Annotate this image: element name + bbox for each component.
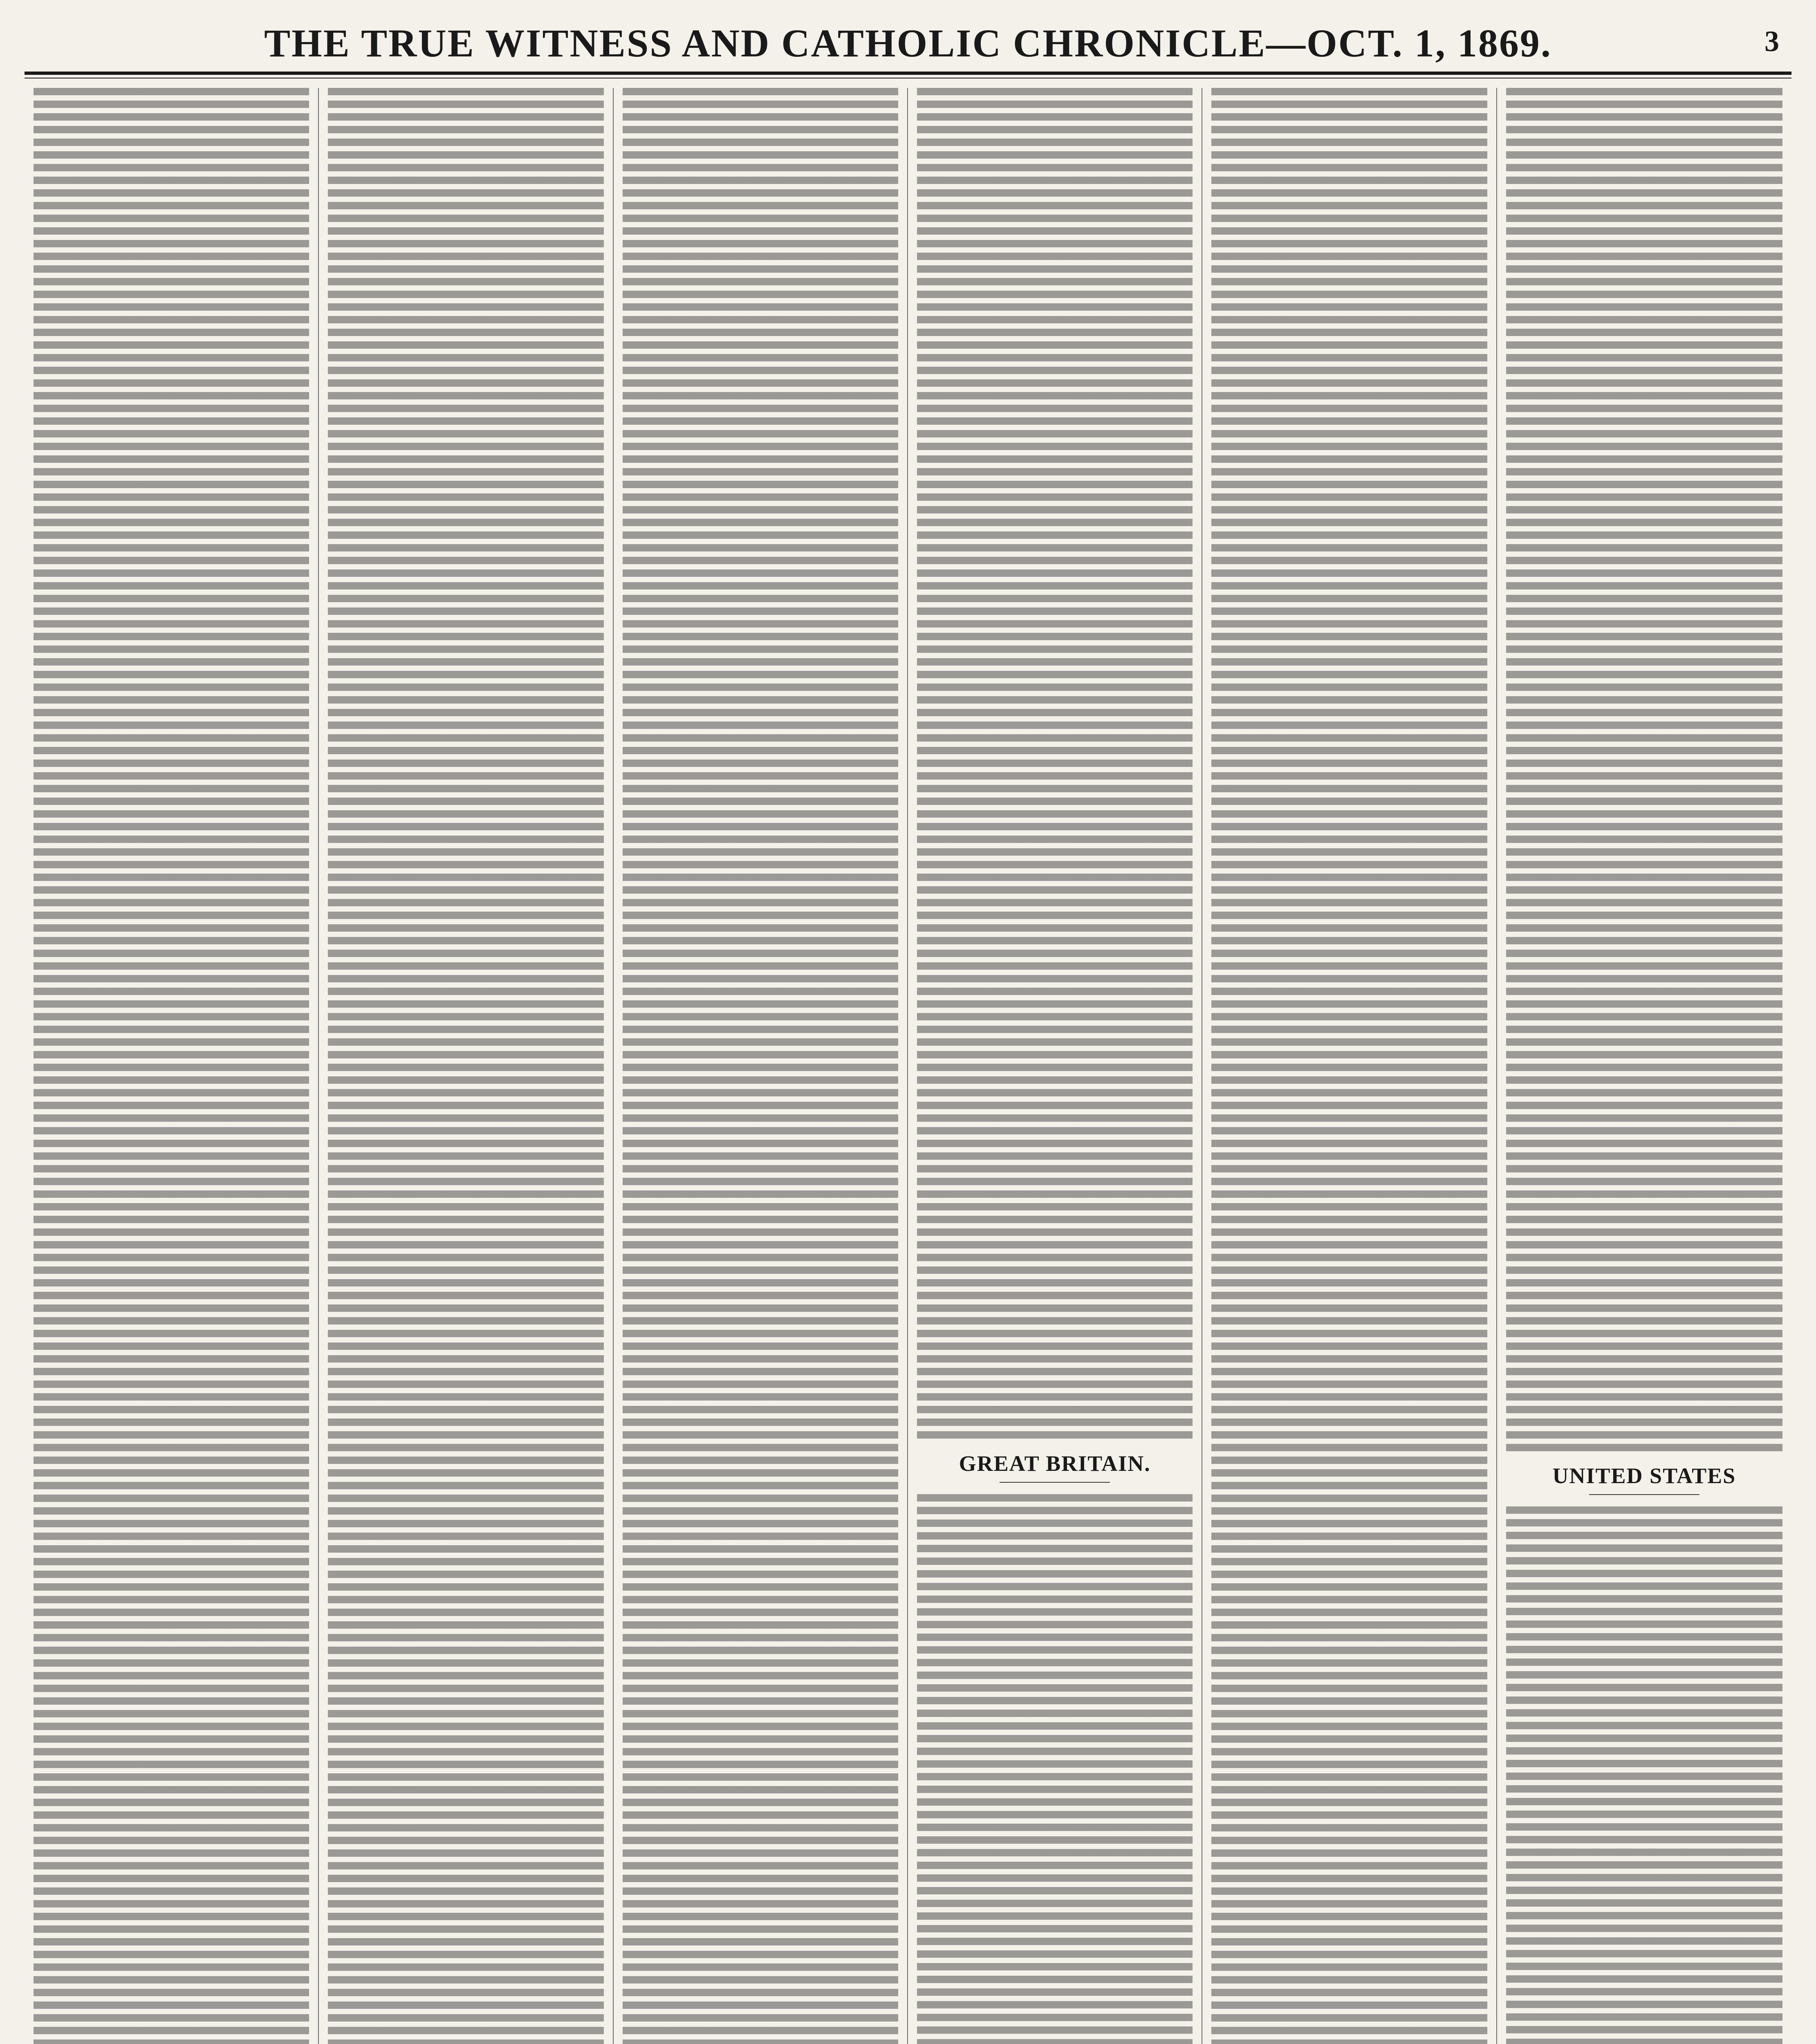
- column-5: [1202, 88, 1497, 2044]
- heading-rule: [1000, 1482, 1110, 1483]
- column-3-text: [623, 88, 898, 2044]
- masthead: [25, 16, 1791, 78]
- column-4: [908, 88, 1202, 2044]
- column-4-text-lower: [917, 1494, 1193, 2044]
- great-britain-heading: GREAT BRITAIN.: [959, 1451, 1151, 1476]
- page-number: 3: [1764, 25, 1779, 58]
- column-grid: [25, 88, 1791, 2044]
- section-heading-united-states: [1506, 1463, 1782, 1495]
- column-1: [25, 88, 319, 2044]
- column-2-text: [328, 88, 603, 2044]
- heading-rule: [1589, 1494, 1700, 1495]
- column-5-text: [1211, 88, 1487, 2044]
- column-4-text-upper: [917, 88, 1193, 1441]
- column-6-text-upper: [1506, 88, 1782, 1453]
- column-2: [319, 88, 613, 2044]
- column-6-text-lower: [1506, 1506, 1782, 2044]
- newspaper-page: [25, 16, 1791, 2044]
- column-6: [1497, 88, 1791, 2044]
- column-1-text: [34, 88, 309, 2044]
- masthead-rule-thick: [25, 72, 1791, 75]
- column-3: [614, 88, 908, 2044]
- section-heading-great-britain: [917, 1451, 1193, 1483]
- masthead-title: THE TRUE WITNESS AND CATHOLIC CHRONICLE—OCT. 1, 1869.: [264, 21, 1552, 65]
- united-states-heading: UNITED STATES: [1552, 1464, 1736, 1488]
